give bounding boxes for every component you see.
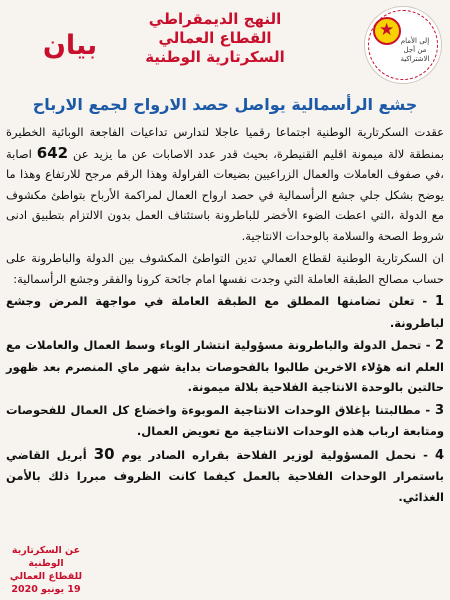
intro-paragraph xyxy=(6,122,444,246)
item-text: - مطالبتنا بإغلاق الوحدات الانتاجية الموبوءة واخضاع كل العمال للفحوصات ومتابعة ارباب هذه الوحدات الانتاجية مع تعويض العمال. xyxy=(6,402,444,438)
condemnation-paragraph: ان السكرتارية الوطنية لقطاع العمالي تدين التواطئ المكشوف بين الدولة والباطرونة على حساب مصالح الطبقة العاملة التي وجدت نفسها امام جائحة كرونا والفقر وجشع الرأسمالية: xyxy=(6,251,444,286)
org-line-2: القطاع العمالي xyxy=(158,29,272,47)
list-item xyxy=(6,444,444,508)
item-number: 4 xyxy=(434,447,444,463)
logo-text: إلى الأمام من أجل الاشتراكية xyxy=(400,37,430,63)
item-number: 1 xyxy=(434,294,444,309)
intro-text-1: عقدت السكرتارية الوطنية اجتماعا رقميا عاجلا لتدارس تداعيات الفاجعة الوبائية الخطيرة بمنطقة لالة ميمونة اقليم القنيطرة، بحيث قدر عدد الاصابات عن ما يزيد عن xyxy=(6,125,445,161)
signature-line-1: عن السكرتارية الوطنية xyxy=(11,545,81,569)
item-number: 2 xyxy=(434,338,444,353)
party-logo xyxy=(364,6,442,84)
decision-day: 30 xyxy=(93,444,115,463)
list-item xyxy=(6,400,444,442)
item-number: 3 xyxy=(434,402,444,418)
item-text-b: أبريل القاضي باستمرار الوحدات الفلاحية بالعمل كيفما كانت الظروف مبررا ذلك بالأمن الغذائي. xyxy=(6,447,444,504)
signature-block xyxy=(6,544,86,596)
intro-text-2: اصابة ،في صفوف العاملات والعمال الزراعيين بضيعات الفراولة وهذا الرقم مرجح للارتفاع وهذا ما يوضح بشكل جلي جشع الرأسمالية في حصد ارواح العمال لمراكمة الأرباح بتواطئ مكشوف مع الدولة ،التي اعطت الضوء الأخضر للباطرونة باستئناف العمل بدون الالتزام بتطبيق ادنى شروط الصحة والسلامة بالوحدات الانتاجية. xyxy=(6,146,444,243)
statement-label: بيان xyxy=(42,30,98,61)
organization-header xyxy=(140,10,290,67)
signature-date: 19 يونيو 2020 xyxy=(11,584,81,595)
item-text: - تحمل الدولة والباطرونة مسؤولية انتشار الوباء وسط العمال والعاملات مع العلم انه هؤلاء الاخرين طالبوا بالفحوصات بداية شهر ماي المنصرم بعد ظهور حالتين بالوحدة الانتاجية الفلاحية بلالة ميمونة. xyxy=(6,338,444,394)
infections-count: 642 xyxy=(36,143,69,162)
list-item xyxy=(6,335,444,398)
org-line-3: السكرتارية الوطنية xyxy=(145,48,285,66)
item-text: - تعلن تضامنها المطلق مع الطبقة العاملة في مواجهة المرض وجشع لباطرونة. xyxy=(6,294,444,330)
list-item xyxy=(6,291,444,333)
statement-title: جشع الرأسمالية يواصل حصد الارواح لجمع الارباح xyxy=(32,95,418,114)
org-line-1: النهج الديمقراطي xyxy=(148,10,282,28)
item-text-a: - نحمل المسؤولية لوزير الفلاحة بقراره الصادر يوم xyxy=(121,447,428,462)
statement-body xyxy=(6,122,444,509)
signature-line-2: للقطاع العمالي xyxy=(9,571,83,582)
